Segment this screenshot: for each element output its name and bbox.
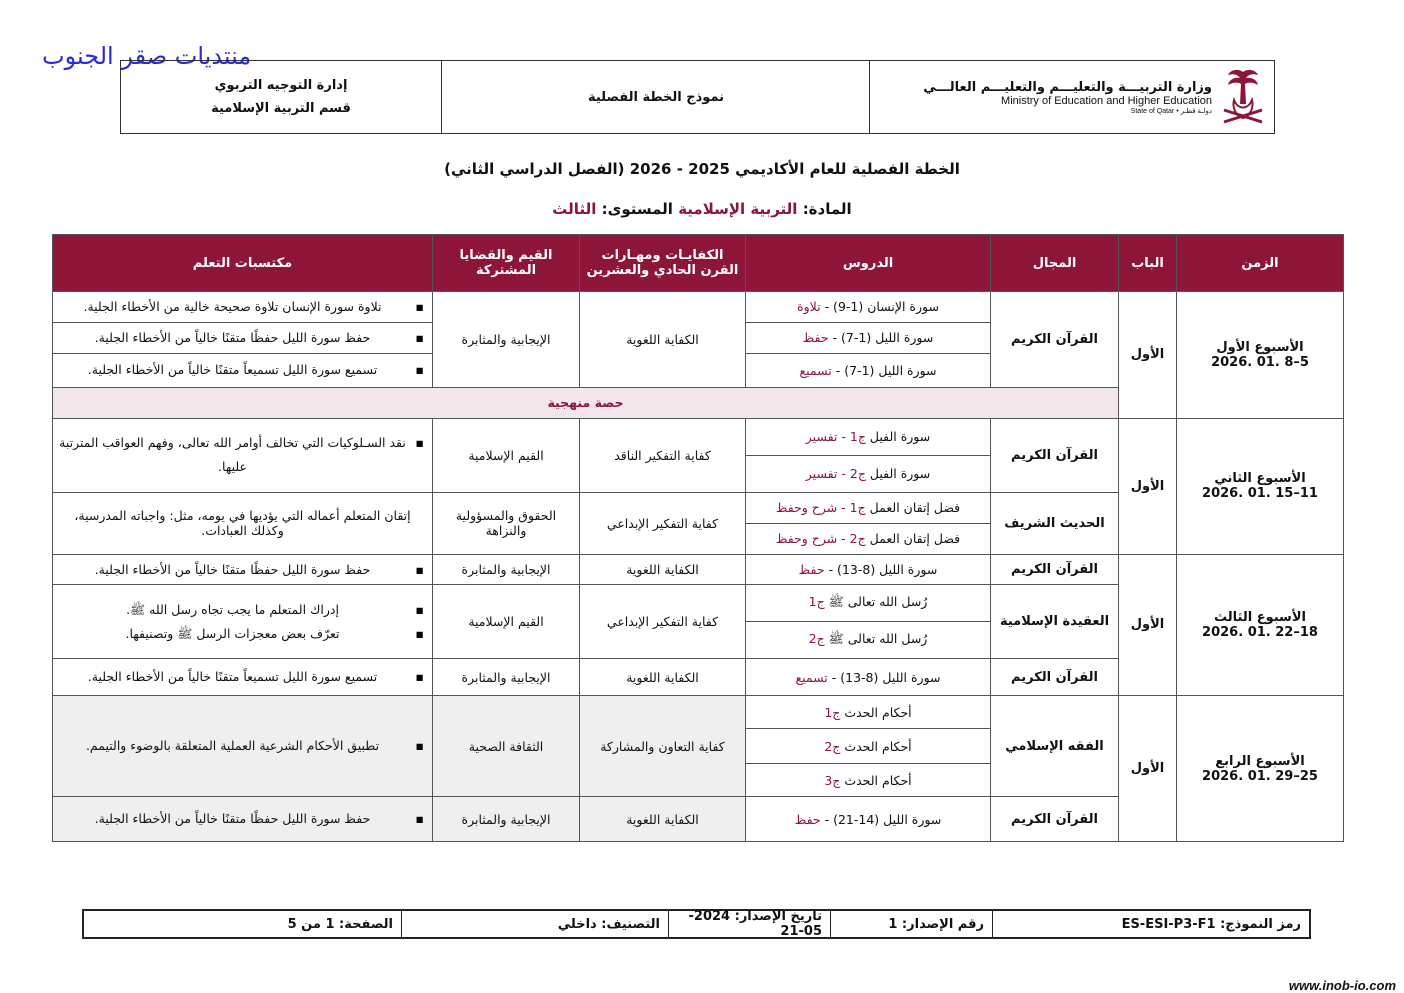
week-name: الأسبوع الثاني [1214, 471, 1306, 486]
level-value: الثالث [552, 200, 597, 218]
table-row [53, 418, 1344, 455]
table-row [53, 292, 1344, 323]
bab-cell: الأول [1119, 418, 1177, 554]
department-cell [121, 61, 441, 133]
table-header-row [53, 235, 1344, 292]
outcome-cell: ▪ حفظ سورة الليل حفظًا متقنًا خالياً من الأخطاء الجلية. [53, 554, 433, 585]
ministry-name-ar: وزارة التربيـــة والتعليـــم والتعليـــم العالـــي [923, 79, 1212, 95]
lesson-cell: رُسل الله تعالى ﷺ ج1 [746, 585, 991, 622]
outcome-cell: ▪ حفظ سورة الليل حفظًا متقنًا خالياً من الأخطاء الجلية. [53, 322, 433, 353]
outcome-cell: ▪ حفظ سورة الليل حفظًا متقنًا خالياً من الأخطاء الجلية. [53, 797, 433, 842]
week-cell [1177, 418, 1344, 554]
domain-cell: العقيدة الإسلامية [991, 585, 1119, 659]
site-url[interactable]: www.inob-io.com [1288, 978, 1396, 993]
domain-cell: الحديث الشريف [991, 492, 1119, 554]
value-cell: الإيجابية والمثابرة [433, 797, 580, 842]
week-dates: 25–29 .01 .2026 [1202, 768, 1318, 784]
lesson-cell: فضل إتقان العمل ج1 - شرح وحفظ [746, 492, 991, 523]
lesson-cell: سورة الليل (8-13) - تسميع [746, 659, 991, 696]
competency-cell: كفاية التفكير الإبداعي [580, 492, 746, 554]
outcome-cell: ▪ تلاوة سورة الإنسان تلاوة صحيحة خالية من الأخطاء الجلية. [53, 292, 433, 323]
competency-cell: الكفاية اللغوية [580, 797, 746, 842]
value-cell: الإيجابية والمثابرة [433, 554, 580, 585]
domain-cell: القرآن الكريم [991, 418, 1119, 492]
value-cell: الإيجابية والمثابرة [433, 659, 580, 696]
ministry-name-en: Ministry of Education and Higher Education [1001, 94, 1212, 107]
col-competencies: الكفايـات ومهـارات القرن الحادي والعشرين [580, 235, 746, 292]
document-footer [82, 909, 1311, 939]
week-name: الأسبوع الثالث [1214, 609, 1306, 625]
week-cell [1177, 554, 1344, 696]
bab-cell: الأول [1119, 554, 1177, 696]
forum-watermark: منتديات صقر الجنوب [42, 42, 252, 70]
state-of-qatar: State of Qatar • دولـة قطـر [1130, 107, 1212, 115]
issue-date: تاريخ الإصدار: 2024-05-21 [668, 911, 830, 937]
value-cell: القيم الإسلامية [433, 418, 580, 492]
form-name-cell [441, 61, 870, 133]
week-name: الأسبوع الأول [1216, 339, 1304, 355]
domain-cell: الفقه الإسلامي [991, 696, 1119, 797]
lesson-cell: أحكام الحدث ج2 [746, 729, 991, 764]
value-cell: الحقوق والمسؤولية والنزاهة [433, 492, 580, 554]
domain-cell: القرآن الكريم [991, 659, 1119, 696]
col-domain: المجال [991, 235, 1119, 292]
week-cell [1177, 292, 1344, 419]
competency-cell: الكفاية اللغوية [580, 554, 746, 585]
col-values: القيم والقضايا المشتركة [433, 235, 580, 292]
table-row [53, 554, 1344, 585]
version-number: رقم الإصدار: 1 [830, 911, 992, 937]
subject-line [0, 200, 1404, 218]
lesson-cell: أحكام الحدث ج1 [746, 696, 991, 729]
form-name: نموذج الخطة الفصلية [587, 89, 725, 105]
outcome-cell: ▪ تسميع سورة الليل تسميعاً متقنًا خالياً من الأخطاء الجلية. [53, 353, 433, 387]
subject-label: المادة: [802, 200, 852, 218]
lesson-cell: فضل إتقان العمل ج2 - شرح وحفظ [746, 523, 991, 554]
outcome-cell: ▪ نقد السـلوكيات التي تخالف أوامر الله تعالى، وفهم العواقب المترتبة عليها. [53, 418, 433, 492]
col-outcomes: مكتسبات التعلم [53, 235, 433, 292]
session-cell: حصة منهجية [53, 387, 1119, 418]
col-lessons: الدروس [746, 235, 991, 292]
classification: التصنيف: داخلي [401, 911, 668, 937]
form-code: رمز النموذج: ES-ESI-P3-F1 [992, 911, 1309, 937]
level-label: المستوى: [601, 200, 673, 218]
week-dates: 5–8 .01 .2026 [1211, 354, 1309, 370]
week-name: الأسبوع الرابع [1215, 753, 1305, 769]
table-row [53, 696, 1344, 729]
ministry-logo-cell [869, 61, 1274, 133]
col-time: الزمن [1177, 235, 1344, 292]
domain-cell: القرآن الكريم [991, 554, 1119, 585]
col-bab: الباب [1119, 235, 1177, 292]
lesson-cell: سورة الليل (14-21) - حفظ [746, 797, 991, 842]
value-cell: الثقافة الصحية [433, 696, 580, 797]
lesson-cell: سورة الفيل ج1 - تفسير [746, 418, 991, 455]
lesson-cell: أحكام الحدث ج3 [746, 764, 991, 797]
plan-title: الخطة الفصلية للعام الأكاديمي 2025 - 2026 (الفصل الدراسي الثاني) [444, 160, 960, 178]
qatar-emblem-icon [1220, 66, 1266, 128]
week-dates: 11–15 .01 .2026 [1202, 486, 1318, 501]
document-header [120, 60, 1275, 134]
outcome-cell: إتقان المتعلم أعماله التي يؤديها في يومه، مثل: واجباته المدرسية، وكذلك العبادات. [53, 492, 433, 554]
department-line-2: قسم التربية الإسلامية [211, 101, 351, 116]
competency-cell: كفاية التفكير الإبداعي [580, 585, 746, 659]
subject-name: التربية الإسلامية [678, 200, 798, 218]
value-cell: القيم الإسلامية [433, 585, 580, 659]
lesson-cell: سورة الليل (1-7) - حفظ [746, 322, 991, 353]
week-cell [1177, 696, 1344, 842]
domain-cell: القرآن الكريم [991, 292, 1119, 388]
competency-cell: الكفاية اللغوية [580, 659, 746, 696]
semester-plan-table [52, 234, 1344, 842]
ministry-name [923, 80, 1212, 115]
domain-cell: القرآن الكريم [991, 797, 1119, 842]
outcome-cell: ▪ تسميع سورة الليل تسميعاً متقنًا خالياً من الأخطاء الجلية. [53, 659, 433, 696]
value-cell: الإيجابية والمثابرة [433, 292, 580, 388]
lesson-cell: سورة الليل (1-7) - تسميع [746, 353, 991, 387]
competency-cell: كفاية التعاون والمشاركة [580, 696, 746, 797]
department-line-1: إدارة التوجيه التربوي [214, 78, 348, 93]
lesson-cell: رُسل الله تعالى ﷺ ج2 [746, 622, 991, 659]
outcome-cell: ▪ تطبيق الأحكام الشرعية العملية المتعلقة بالوضوء والتيمم. [53, 696, 433, 797]
bab-cell: الأول [1119, 292, 1177, 419]
page-number: الصفحة: 1 من 5 [287, 916, 393, 932]
lesson-cell: سورة الليل (8-13) - حفظ [746, 554, 991, 585]
week-dates: 18–22 .01 .2026 [1202, 624, 1318, 640]
lesson-cell: سورة الإنسان (1-9) - تلاوة [746, 292, 991, 323]
outcome-cell: ▪ إدراك المتعلم ما يجب تجاه رسل الله ﷺ. ▪ تعرّف بعض معجزات الرسل ﷺ وتصنيفها. [53, 585, 433, 659]
lesson-cell: سورة الفيل ج2 - تفسير [746, 455, 991, 492]
competency-cell: الكفاية اللغوية [580, 292, 746, 388]
competency-cell: كفاية التفكير الناقد [580, 418, 746, 492]
bab-cell: الأول [1119, 696, 1177, 842]
